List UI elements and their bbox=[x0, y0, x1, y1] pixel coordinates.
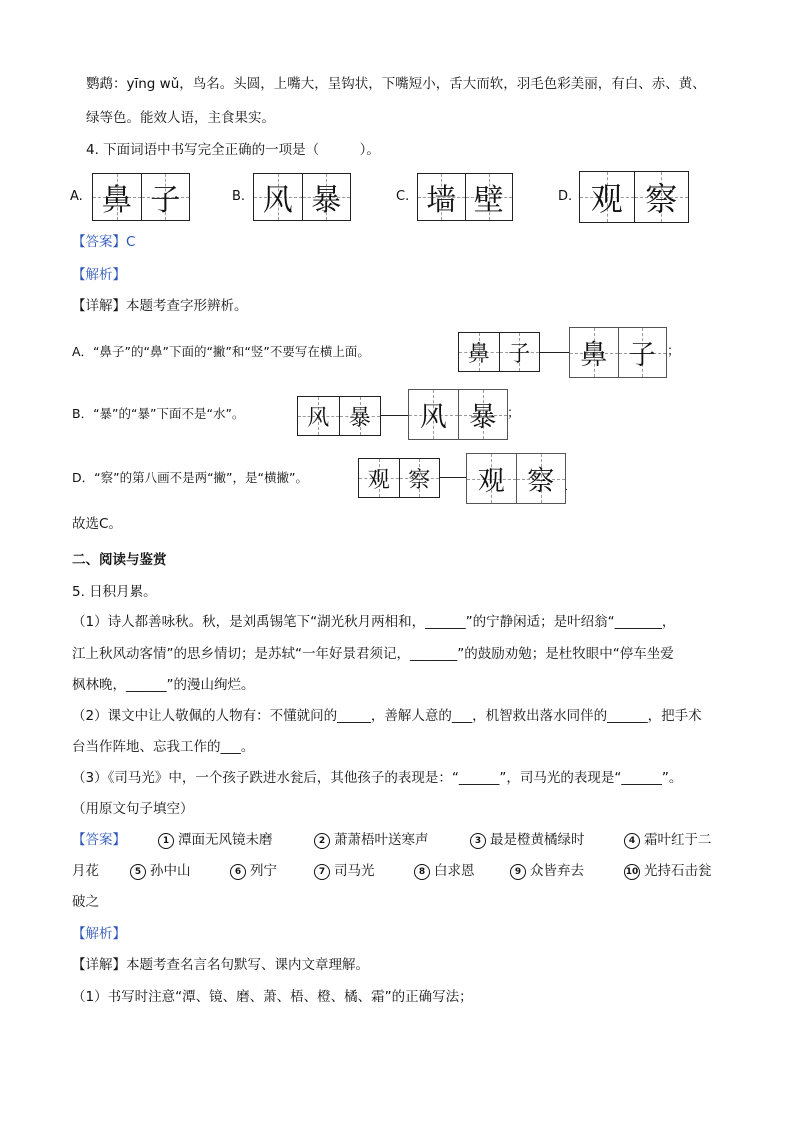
q5-answer-4: 4 霜叶红于二 bbox=[624, 830, 712, 850]
explanation-b-right-box bbox=[408, 389, 508, 440]
explanation-b-wrong-box bbox=[297, 396, 381, 436]
explanation-a-tail: ； bbox=[667, 344, 681, 359]
q5-part1-line3: 枫林晚，______”的漫山绚烂。 bbox=[72, 677, 255, 693]
q5-part1-line1: （1）诗人都善咏秋。秋，是刘禹锡笔下“湖光秋月两相和，______”的宁静闲适；是叶绍翁“_______， bbox=[72, 614, 676, 630]
q5-part3-line1: （3）《司马光》中，一个孩子跌进水瓮后，其他孩子的表现是：“______”，司马光的表现是“______”。 bbox=[72, 770, 683, 786]
q5-answer-7: 7 司马光 bbox=[314, 861, 375, 881]
explanation-a-wrong-char-2: 子 bbox=[499, 333, 540, 371]
option-b-char-1: 风 bbox=[254, 174, 302, 220]
explanation-a-wrong-char-1: 鼻 bbox=[459, 333, 499, 371]
q5-note-1: （1）书写时注意“潭、镜、磨、萧、梧、橙、橘、霜”的正确写法； bbox=[72, 989, 473, 1005]
q5-answer-10: 10 光持石击瓮 bbox=[625, 863, 712, 879]
explanation-b-right-char-2: 暴 bbox=[458, 390, 508, 439]
q5-part3-line2: （用原文句子填空） bbox=[72, 801, 194, 817]
option-b-tianzige[interactable] bbox=[253, 173, 351, 221]
q5-answer-4-cont: 月花 bbox=[72, 863, 99, 879]
q5-answer-label: 【答案】 bbox=[72, 832, 126, 848]
q5-detail: 【详解】本题考查名言名句默写、课内文章理解。 bbox=[72, 957, 369, 973]
option-a-label: A. bbox=[70, 189, 83, 204]
q4-detail: 【详解】本题考查字形辨析。 bbox=[72, 298, 248, 314]
q5-answer-10-cont: 破之 bbox=[72, 894, 99, 910]
q5-part2-line2: 台当作阵地、忘我工作的___。 bbox=[72, 739, 255, 755]
explanation-a-connector bbox=[539, 352, 569, 353]
explanation-d-tail: . bbox=[565, 483, 568, 493]
explanation-b-text: B．“暴”的“暴”下面不是“水”。 bbox=[72, 406, 245, 421]
explanation-d-wrong-box bbox=[358, 458, 440, 498]
explanation-d-connector bbox=[439, 477, 466, 478]
option-c-char-1: 墙 bbox=[418, 174, 465, 220]
explanation-d-right-box bbox=[466, 453, 566, 504]
option-d-tianzige[interactable] bbox=[579, 171, 689, 223]
explanation-d-wrong-char-2: 察 bbox=[399, 459, 440, 497]
explanation-a-right-box bbox=[569, 327, 667, 378]
q5-answer-9: 9 众皆弃去 bbox=[510, 861, 584, 881]
explanation-d-right-char-1: 观 bbox=[467, 454, 516, 503]
question-5-title: 5. 日积月累。 bbox=[72, 584, 157, 600]
option-a-char-1: 鼻 bbox=[93, 174, 141, 220]
q5-answer-2: 2 萧萧梧叶送寒声 bbox=[314, 830, 429, 850]
option-c-char-2: 壁 bbox=[465, 174, 513, 220]
q5-answer-6: 6 列宁 bbox=[230, 861, 277, 881]
q4-conclusion: 故选C。 bbox=[72, 516, 122, 532]
q5-part1-line2: 江上秋风动客情”的思乡情切；是苏轼“一年好景君须记，_______”的鼓励劝勉；是杜牧眼中“停车坐爱 bbox=[72, 646, 674, 662]
explanation-b-right-char-1: 风 bbox=[409, 390, 458, 439]
q4-answer: 【答案】C bbox=[72, 234, 136, 250]
option-d-char-2: 察 bbox=[634, 172, 689, 222]
explanation-a-right-char-1: 鼻 bbox=[570, 328, 618, 377]
q5-analysis-label: 【解析】 bbox=[72, 926, 126, 942]
option-b-label: B. bbox=[232, 189, 246, 204]
option-d-char-1: 观 bbox=[580, 172, 634, 222]
q5-part2-line1: （2）课文中让人敬佩的人物有：不懂就问的_____，善解人意的___，机智救出落水同伴的______，把手术 bbox=[72, 708, 702, 724]
section-heading: 二、阅读与鉴赏 bbox=[72, 552, 167, 568]
explanation-b-wrong-char-2: 暴 bbox=[339, 397, 381, 435]
q4-analysis-label: 【解析】 bbox=[72, 267, 126, 283]
explanation-a-right-char-2: 子 bbox=[618, 328, 667, 377]
q5-answer-5: 5 孙中山 bbox=[130, 861, 191, 881]
q5-answer-8: 8 白求恩 bbox=[414, 861, 475, 881]
option-c-tianzige[interactable] bbox=[417, 173, 513, 221]
explanation-a-wrong-box bbox=[458, 332, 540, 372]
option-c-label: C. bbox=[396, 189, 410, 204]
option-d-label: D. bbox=[558, 189, 573, 204]
option-a-tianzige[interactable] bbox=[92, 173, 190, 221]
intro-line-1: 鹦鹉：yīng wǔ，鸟名。头圆，上嘴大，呈钩状，下嘴短小，舌大而软，羽毛色彩美丽，有白、赤、黄、 bbox=[86, 76, 706, 92]
option-b-char-2: 暴 bbox=[302, 174, 351, 220]
explanation-b-tail: ； bbox=[507, 406, 521, 421]
explanation-a-text: A．“鼻子”的“鼻”下面的“撇”和“竖”不要写在横上面。 bbox=[72, 344, 370, 359]
option-a-char-2: 子 bbox=[141, 174, 190, 220]
question-4-stem: 4. 下面词语中书写完全正确的一项是（ ）。 bbox=[86, 142, 380, 158]
explanation-d-right-char-2: 察 bbox=[516, 454, 566, 503]
q5-answer-3: 3 最是橙黄橘绿时 bbox=[470, 830, 585, 850]
explanation-b-connector bbox=[380, 415, 408, 416]
explanation-b-wrong-char-1: 风 bbox=[298, 397, 339, 435]
explanation-d-text: D．“察”的第八画不是两“撇”，是“横撇”。 bbox=[72, 470, 308, 485]
q5-answer-1: 1 潭面无风镜未磨 bbox=[158, 830, 273, 850]
explanation-d-wrong-char-1: 观 bbox=[359, 459, 399, 497]
intro-line-2: 绿等色。能效人语，主食果实。 bbox=[86, 110, 275, 126]
